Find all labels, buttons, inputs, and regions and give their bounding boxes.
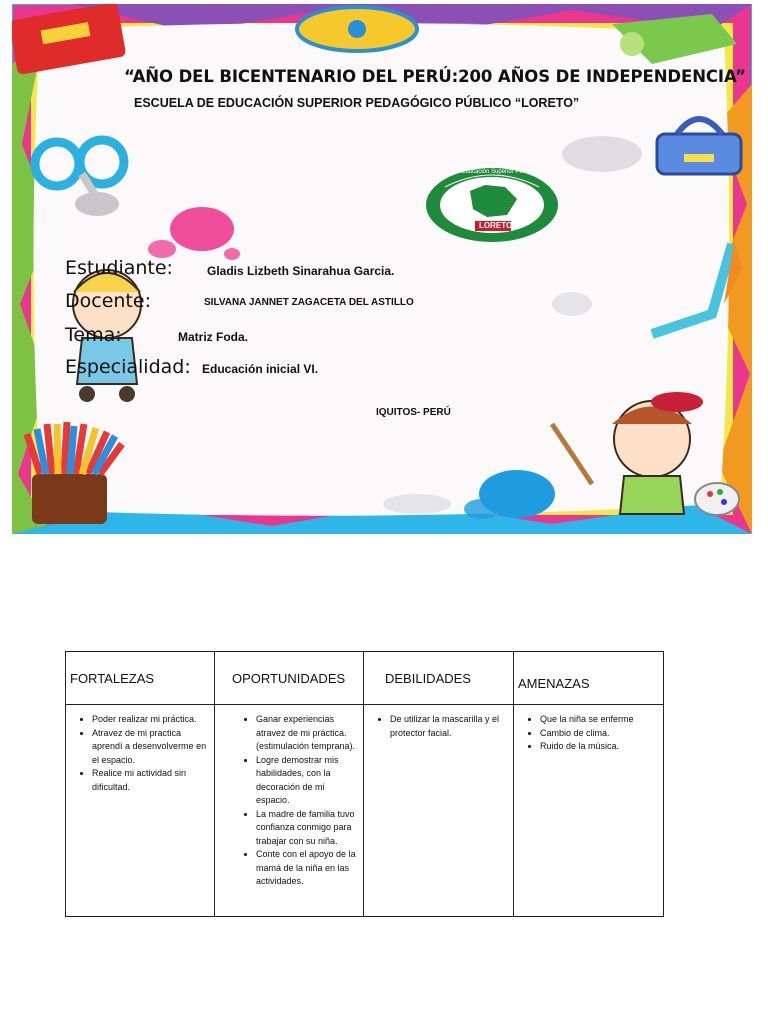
teacher-value: SILVANA JANNET ZAGACETA DEL ASTILLO xyxy=(204,297,414,308)
list-item: • Conte con el apoyo de la mamá de la niña en las actividades. xyxy=(256,848,359,889)
header-debilidades: DEBILIDADES xyxy=(364,652,514,705)
list-item: • Que la niña se enferme xyxy=(540,713,659,727)
fortalezas-cell xyxy=(66,705,215,917)
debilidades-list xyxy=(368,713,509,740)
teacher-label: Docente: xyxy=(65,290,151,312)
logo-arc-text: de Educación Superior Pedagógico xyxy=(453,169,548,175)
list-item: • La madre de familia tuvo confianza conmigo para trabajar con su niña. xyxy=(256,808,359,849)
foda-table xyxy=(65,651,664,917)
foda-header-row xyxy=(66,652,664,705)
specialty-value: Educación inicial VI. xyxy=(202,362,319,376)
specialty-label: Especialidad: xyxy=(65,356,191,378)
logo-name: LORETO xyxy=(479,221,513,230)
topic-value: Matriz Foda. xyxy=(178,330,249,344)
list-item: • Realice mi actividad sin dificultad. xyxy=(92,767,210,794)
list-item: • Poder realizar mi práctica. xyxy=(92,713,210,727)
student-label: Estudiante: xyxy=(65,257,173,279)
school-logo xyxy=(425,167,559,243)
headline: “AÑO DEL BICENTENARIO DEL PERÚ:200 AÑOS DE INDEPENDENCIA” xyxy=(124,67,746,86)
header-fortalezas: FORTALEZAS xyxy=(66,652,215,705)
topic-label: Tema: xyxy=(65,324,122,346)
header-amenazas: AMENAZAS xyxy=(514,652,664,705)
oportunidades-list xyxy=(219,713,359,889)
oportunidades-cell xyxy=(215,705,364,917)
list-item: • De utilizar la mascarilla y el protector facial. xyxy=(390,713,509,740)
list-item: • Ruido de la música. xyxy=(540,740,659,754)
student-value: Gladis Lizbeth Sinarahua Garcia. xyxy=(207,264,395,278)
foda-content-row xyxy=(66,705,664,917)
amenazas-cell xyxy=(514,705,664,917)
list-item: • Ganar experiencias atravez de mi práctica. (estimulación temprana). xyxy=(256,713,359,754)
list-item: • Cambio de clima. xyxy=(540,727,659,741)
header-oportunidades: OPORTUNIDADES xyxy=(215,652,364,705)
list-item: • Atravez de mi practica aprendí a desenvolverme en el espacio. xyxy=(92,727,210,768)
debilidades-cell xyxy=(364,705,514,917)
place-text: IQUITOS- PERÚ xyxy=(376,407,451,418)
school-name: ESCUELA DE EDUCACIÓN SUPERIOR PEDAGÓGICO PÚBLICO “LORETO” xyxy=(134,96,580,110)
list-item: • Logre demostrar mis habilidades, con la decoración de mi espacio. xyxy=(256,754,359,808)
logo-emblem xyxy=(425,167,559,243)
fortalezas-list xyxy=(70,713,210,794)
amenazas-list xyxy=(518,713,659,754)
